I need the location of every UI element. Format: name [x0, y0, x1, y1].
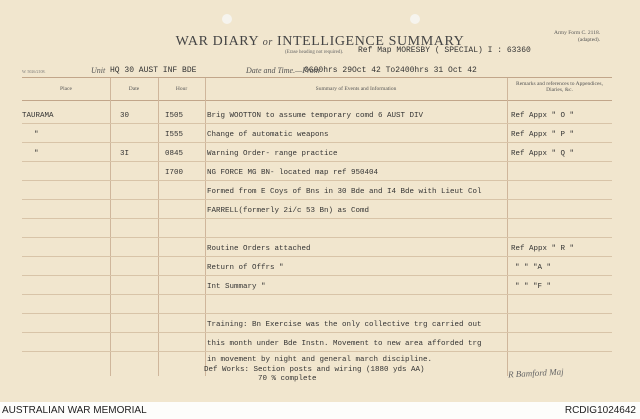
row-date: 3I: [120, 150, 130, 158]
row-rule: [22, 256, 612, 257]
row-summary: Change of automatic weapons: [207, 131, 329, 139]
row-remarks: Ref Appx " R ": [511, 245, 575, 253]
row-rule: [22, 294, 612, 295]
column-header-remarks: Remarks and references to Appendices, Diaries, &c.: [516, 81, 603, 93]
punch-hole: [222, 14, 232, 24]
row-remarks: Ref Appx " P ": [511, 131, 575, 139]
row-date: 30: [120, 112, 130, 120]
row-hour: I700: [165, 169, 184, 177]
row-remarks: " " "F ": [515, 283, 552, 291]
row-remarks: Ref Appx " O ": [511, 112, 575, 120]
date-time-label: Date and Time.—From: [246, 66, 320, 75]
row-summary: Return of Offrs ": [207, 264, 284, 272]
row-place: ": [34, 150, 39, 158]
column-header-date: Date: [128, 86, 140, 92]
unit-value: HQ 30 AUST INF BDE: [110, 66, 197, 75]
row-rule: [22, 199, 612, 200]
row-rule: [22, 351, 612, 352]
row-summary: Routine Orders attached: [207, 245, 311, 253]
row-place: TAURAMA: [22, 112, 54, 120]
title-or: or: [262, 37, 273, 48]
row-summary: FARRELL(formerly 2i/c 53 Bn) as Comd: [207, 207, 370, 215]
row-rule: [22, 237, 612, 238]
column-header-place: Place: [60, 86, 72, 92]
row-place: ": [34, 131, 39, 139]
def-works-line: Def Works: Section posts and wiring (1880 yds AA): [204, 366, 425, 374]
army-form-label: [554, 30, 600, 44]
erase-note: (Erase heading not required).: [285, 50, 344, 55]
form-title: [0, 34, 640, 50]
ref-map: Ref Map MORESBY ( SPECIAL) I : 63360: [358, 46, 531, 55]
form-print-number: W. 5026/2108.: [22, 69, 46, 74]
row-hour: 0845: [165, 150, 184, 158]
unit-label: Unit: [91, 66, 106, 75]
footer-record-id: RCDIG1024642: [564, 405, 636, 416]
row-remarks: " " "A ": [515, 264, 552, 272]
signature: R Bamford Maj: [507, 366, 564, 380]
row-rule: [22, 161, 612, 162]
def-works-percent: 70 % complete: [258, 375, 317, 383]
row-summary: this month under Bde Instn. Movement to new area afforded trg: [207, 340, 482, 348]
army-form-number: Army Form C. 2118.: [554, 30, 601, 36]
row-summary: NG FORCE MG BN- located map ref 950404: [207, 169, 379, 177]
army-form-adapted: (adapted).: [577, 37, 601, 43]
row-remarks: Ref Appx " Q ": [511, 150, 575, 158]
column-header-summary: Summary of Events and Information: [315, 86, 397, 92]
row-rule: [22, 275, 612, 276]
row-rule: [22, 218, 612, 219]
row-summary: Training: Bn Exercise was the only collective trg carried out: [207, 321, 482, 329]
row-summary: Int Summary ": [207, 283, 266, 291]
footer-institution: AUSTRALIAN WAR MEMORIAL: [2, 405, 147, 416]
row-rule: [22, 123, 612, 124]
row-rule: [22, 180, 612, 181]
punch-hole: [410, 14, 420, 24]
row-rule: [22, 142, 612, 143]
date-time-value: 0600hrs 29Oct 42 To2400hrs 31 Oct 42: [304, 66, 477, 75]
row-hour: I505: [165, 112, 184, 120]
title-intelligence-summary: INTELLIGENCE SUMMARY: [276, 34, 465, 49]
title-war-diary: WAR DIARY: [175, 34, 259, 49]
column-header-hour: Hour: [175, 86, 188, 92]
row-summary: Formed from E Coys of Bns in 30 Bde and I4 Bde with Lieut Col: [207, 188, 482, 196]
row-summary: Warning Order- range practice: [207, 150, 338, 158]
row-hour: I555: [165, 131, 184, 139]
row-summary: in movement by night and general march discipline.: [207, 356, 433, 364]
row-rule: [22, 313, 612, 314]
row-rule: [22, 332, 612, 333]
row-summary: Brig WOOTTON to assume temporary comd 6 AUST DIV: [207, 112, 424, 120]
